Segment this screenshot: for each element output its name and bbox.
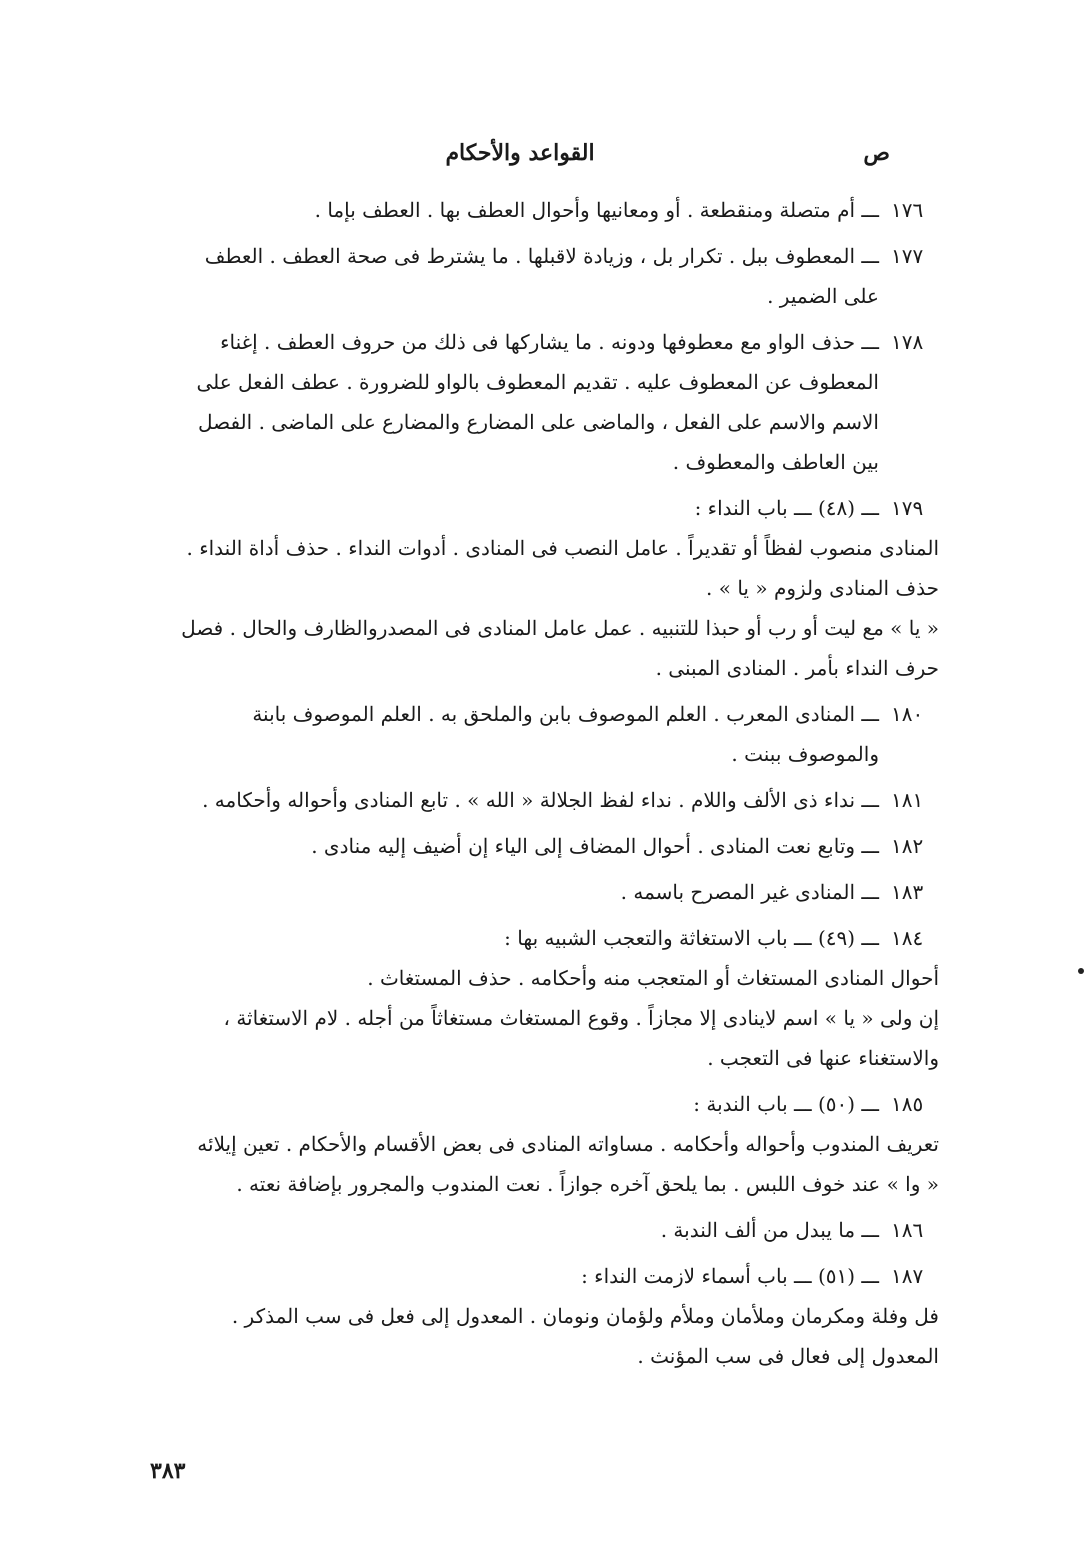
list-item	[179, 236, 924, 316]
entry-text: ـــ (٤٨) ـــ باب النداء :	[694, 496, 879, 520]
entry-number: ١٨٠	[891, 702, 924, 726]
page-number: ٣٨٣	[150, 1458, 186, 1484]
entry-number: ١٧٦	[891, 198, 924, 222]
entry-text: « يا » مع ليت أو رب أو حبذا للتنبيه . عمل عامل المنادى فى المصدروالظارف والحال . فصل حرف النداء بأمر . المنادى المبنى .	[181, 616, 939, 680]
list-item	[179, 1084, 939, 1204]
list-item	[179, 780, 924, 820]
list-item	[179, 694, 924, 774]
entry-number: ١٨٣	[891, 880, 924, 904]
entry-text: المنادى منصوب لفظاً أو تقديراً . عامل النصب فى المنادى . أدوات النداء . حذف أداة النداء . حذف المنادى ولزوم « يا » .	[186, 536, 939, 600]
list-item	[179, 918, 939, 1078]
entry-text: ـــ أم متصلة ومنقطعة . أو ومعانيها وأحوال العطف بها . العطف بإما .	[314, 198, 879, 222]
entry-text: ـــ المنادى غير المصرح باسمه .	[620, 880, 879, 904]
list-item	[179, 322, 924, 482]
entry-text: ـــ (٤٩) ـــ باب الاستغاثة والتعجب الشبيه بها :	[504, 926, 879, 950]
page-header	[150, 140, 890, 176]
entry-number: ١٨٤	[891, 926, 924, 950]
entry-text: ـــ حذف الواو مع معطوفها ودونه . ما يشاركها فى ذلك من حروف العطف . إغناء المعطوف عن المعطوف عليه . تقديم المعطوف بالواو للضرورة . عطف الفعل على الاسم والاسم على الفعل ، والماضى على المضارع والمضارع على الماضى . الفصل بين العاطف والمعطوف .	[196, 330, 879, 474]
list-item	[179, 190, 924, 230]
margin-dot	[1078, 968, 1084, 974]
entry-number: ١٨٢	[891, 834, 924, 858]
entry-number: ١٨٥	[891, 1092, 924, 1116]
list-item	[179, 1256, 939, 1376]
entry-text: ـــ وتابع نعت المنادى . أحوال المضاف إلى الياء إن أضيف إليه منادى .	[311, 834, 879, 858]
list-item	[179, 1210, 924, 1250]
entry-number: ١٧٧	[891, 244, 924, 268]
entry-text: تعريف المندوب وأحواله وأحكامه . مساواته المنادى فى بعض الأقسام والأحكام . تعين إيلائه « وا » عند خوف اللبس . بما يلحق آخره جوازاً . نعت المندوب والمجرور بإضافة نعته .	[197, 1132, 939, 1196]
list-item	[179, 488, 939, 688]
running-title: القواعد والأحكام	[445, 140, 595, 166]
entry-text: ـــ المعطوف ببل . تكرار بل ، وزيادة لاقبلها . ما يشترط فى صحة العطف . العطف على الضمير .	[204, 244, 879, 308]
entry-text: ـــ (٥٠) ـــ باب الندبة :	[693, 1092, 879, 1116]
entry-text: ـــ نداء ذى الألف واللام . نداء لفظ الجلالة « الله » . تابع المنادى وأحواله وأحكامه .	[202, 788, 879, 812]
entry-text: ـــ المنادى المعرب . العلم الموصوف بابن والملحق به . العلم الموصوف بابنة والموصوف ببنت .	[252, 702, 879, 766]
entry-number: ١٨٦	[891, 1218, 924, 1242]
entry-number: ١٧٨	[891, 330, 924, 354]
header-page-label: ص	[863, 140, 890, 166]
entry-text: فل وفلة ومكرمان وملأمان وملأم ولؤمان ونومان . المعدول إلى فعل فى سب المذكر . المعدول إلى فعال فى سب المؤنث .	[231, 1304, 939, 1368]
list-item	[179, 872, 924, 912]
entries-list	[179, 190, 939, 1382]
entry-text: أحوال المنادى المستغاث أو المتعجب منه وأحكامه . حذف المستغاث .	[367, 966, 939, 990]
entry-text: ـــ (٥١) ـــ باب أسماء لازمت النداء :	[581, 1264, 879, 1288]
list-item	[179, 826, 924, 866]
entry-number: ١٧٩	[891, 496, 924, 520]
entry-text: إن ولى « يا » اسم لاينادى إلا مجازاً . وقوع المستغاث مستغاثاً من أجله . لام الاستغاثة ، والاستغناء عنها فى التعجب .	[223, 1006, 939, 1070]
entry-number: ١٨٧	[891, 1264, 924, 1288]
entry-number: ١٨١	[891, 788, 924, 812]
entry-text: ـــ ما يبدل من ألف الندبة .	[660, 1218, 879, 1242]
